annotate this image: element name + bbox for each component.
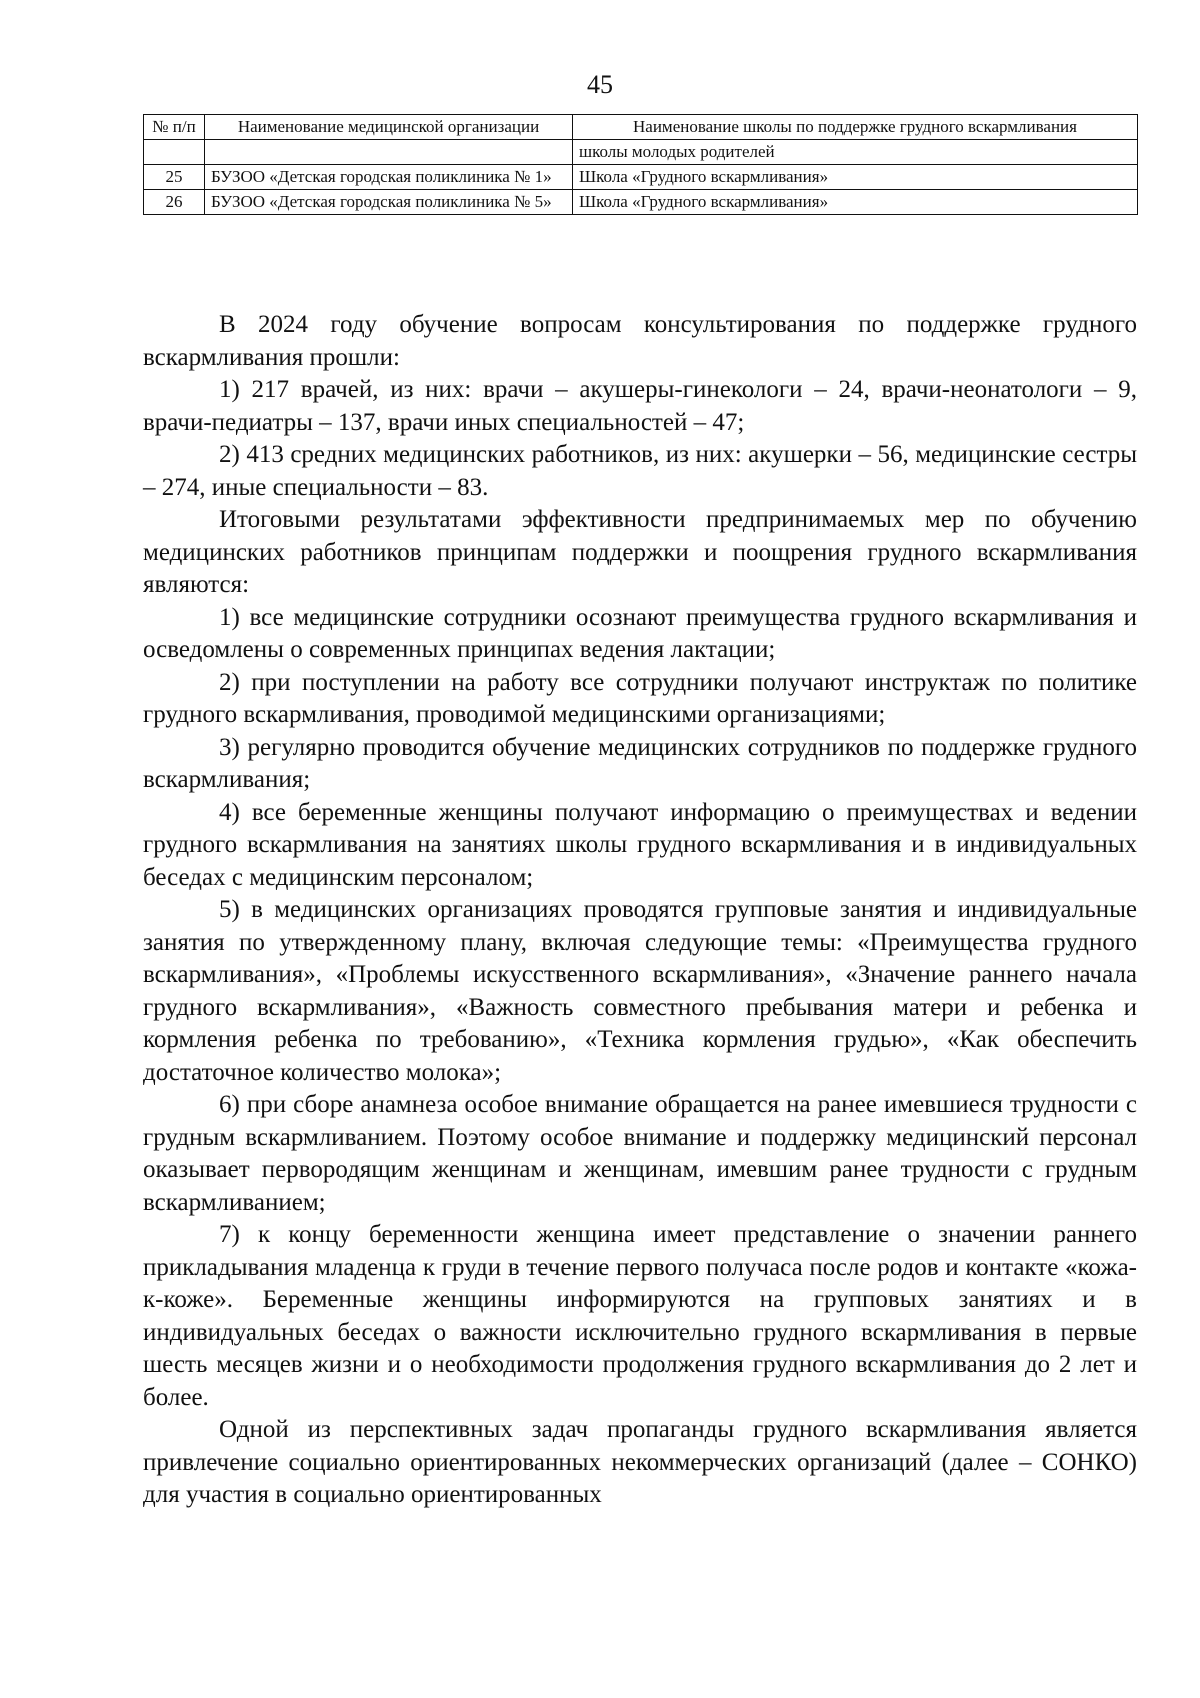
row-number [144, 140, 205, 165]
table-row [144, 190, 1138, 215]
row-school: Школа «Грудного вскармливания» [573, 165, 1138, 190]
row-organization [205, 140, 573, 165]
row-number: 25 [144, 165, 205, 190]
paragraph-nurses: 2) 413 средних медицинских работников, из них: акушерки – 56, медицинские сестры – 274, иные специальности – 83. [143, 441, 1137, 501]
organizations-table [143, 114, 1138, 215]
row-organization: БУЗОО «Детская городская поликлиника № 5» [205, 190, 573, 215]
page-number: 45 [587, 70, 613, 99]
list-item: 4) все беременные женщины получают информацию о преимуществах и ведении грудного вскармливания на занятиях школы грудного вскармливания и в индивидуальных беседах с медицинским персоналом; [143, 798, 1137, 891]
paragraph-sonko: Одной из перспективных задач пропаганды грудного вскармливания является привлечение социально ориентированных некоммерческих организаций (далее – СОНКО) для участия в социально ориентированных [143, 1416, 1137, 1508]
table-row [144, 140, 1138, 165]
row-organization: БУЗОО «Детская городская поликлиника № 1» [205, 165, 573, 190]
document-body [143, 309, 1137, 1512]
list-item: 6) при сборе анамнеза особое внимание обращается на ранее имевшиеся трудности с грудным вскармливанием. Поэтому особое внимание и поддержку медицинский персонал оказывает первородящим женщинам и женщинам, имевшим ранее трудности с грудным вскармливанием; [143, 1091, 1137, 1216]
row-school: школы молодых родителей [573, 140, 1138, 165]
table-header-row [144, 115, 1138, 140]
list-item: 2) при поступлении на работу все сотрудники получают инструктаж по политике грудного вскармливания, проводимой медицинскими организациями; [143, 668, 1137, 728]
header-school: Наименование школы по поддержке грудного вскармливания [573, 115, 1138, 140]
row-school: Школа «Грудного вскармливания» [573, 190, 1138, 215]
paragraph-doctors: 1) 217 врачей, из них: врачи – акушеры-гинекологи – 24, врачи-неонатологи – 9, врачи-педиатры – 137, врачи иных специальностей – 47; [143, 376, 1137, 436]
paragraph-results: Итоговыми результатами эффективности предпринимаемых мер по обучению медицинских работников принципам поддержки и поощрения грудного вскармливания являются: [143, 506, 1137, 598]
paragraph-intro: В 2024 году обучение вопросам консультирования по поддержке грудного вскармливания прошли: [143, 311, 1137, 371]
list-item: 1) все медицинские сотрудники осознают преимущества грудного вскармливания и осведомлены о современных принципах ведения лактации; [143, 603, 1137, 663]
header-organization: Наименование медицинской организации [205, 115, 573, 140]
list-item: 7) к концу беременности женщина имеет представление о значении раннего прикладывания младенца к груди в течение первого получаса после родов и контакте «кожа-к-коже». Беременные женщины информируются на групповых занятиях и в индивидуальных беседах о важности исключительно грудного вскармливания в первые шесть месяцев жизни и о необходимости продолжения грудного вскармливания до 2 лет и более. [143, 1221, 1137, 1411]
header-number: № п/п [144, 115, 205, 140]
list-item: 5) в медицинских организациях проводятся групповые занятия и индивидуальные занятия по утвержденному плану, включая следующие темы: «Преимущества грудного вскармливания», «Проблемы искусственного вскармливания», «Значение раннего начала грудного вскармливания», «Важность совместного пребывания матери и ребенка и кормления ребенка по требованию», «Техника кормления грудью», «Как обеспечить достаточное количество молока»; [143, 896, 1137, 1086]
list-item: 3) регулярно проводится обучение медицинских сотрудников по поддержке грудного вскармливания; [143, 733, 1137, 793]
row-number: 26 [144, 190, 205, 215]
table-row [144, 165, 1138, 190]
